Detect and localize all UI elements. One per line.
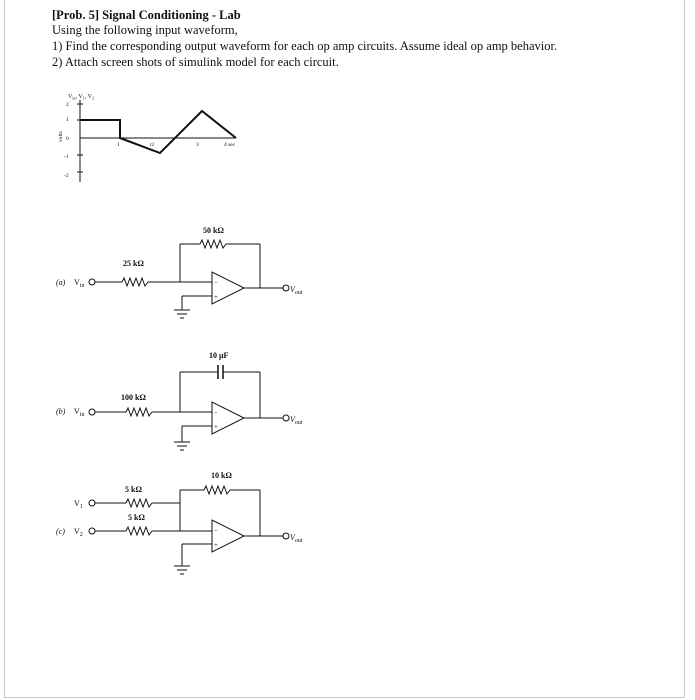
circuit-c-input2-terminal bbox=[89, 528, 95, 534]
ytick-1: 1 bbox=[66, 117, 69, 123]
circuit-b-label: (b) bbox=[56, 407, 66, 416]
circuit-c-r2 bbox=[126, 527, 152, 535]
circuit-b bbox=[89, 365, 289, 450]
circuit-b-vout: $V_{out}$ bbox=[290, 415, 303, 426]
circuit-c-vout: $V_{out}$ bbox=[290, 533, 303, 544]
circuit-c-output-terminal bbox=[283, 533, 289, 539]
circuit-a-minus: − bbox=[214, 279, 218, 287]
circuit-c-plus: + bbox=[214, 541, 218, 549]
xtick-4: 4 sec bbox=[224, 142, 236, 148]
circuit-a bbox=[89, 240, 289, 318]
circuit-c bbox=[89, 486, 289, 574]
ytick-neg1: -1 bbox=[64, 154, 69, 160]
circuit-a-vout: $V_{out}$ bbox=[290, 285, 303, 296]
circuit-a-vin: $V_{in}$ bbox=[74, 278, 85, 289]
circuit-c-minus: − bbox=[214, 527, 218, 535]
circuit-a-output-terminal bbox=[283, 285, 289, 291]
circuit-a-rf-label: 50 kΩ bbox=[203, 226, 224, 235]
ytick-neg2: -2 bbox=[64, 173, 69, 179]
circuit-a-input-terminal bbox=[89, 279, 95, 285]
circuit-c-v1: $V_1$ bbox=[74, 499, 83, 510]
xtick-2: t2 bbox=[150, 142, 155, 148]
circuit-a-label: (a) bbox=[56, 278, 66, 287]
circuit-b-vin: $V_{in}$ bbox=[74, 407, 85, 418]
circuit-c-r1-label: 5 kΩ bbox=[125, 485, 142, 494]
circuit-c-label: (c) bbox=[56, 527, 65, 536]
task-2-text: 2) Attach screen shots of simulink model for each circuit. bbox=[52, 55, 339, 69]
circuit-c-input1-terminal bbox=[89, 500, 95, 506]
circuit-c-r1 bbox=[126, 499, 152, 507]
circuit-b-minus: − bbox=[214, 409, 218, 417]
circuit-b-input-terminal bbox=[89, 409, 95, 415]
waveform-legend: $V_{in}$, $V_1$, $V_2$ bbox=[68, 94, 94, 101]
problem-title: [Prob. 5] Signal Conditioning - Lab bbox=[52, 8, 241, 22]
xtick-1: 1 bbox=[117, 142, 120, 148]
circuit-c-rf bbox=[204, 486, 230, 494]
circuit-a-plus: + bbox=[214, 293, 218, 301]
waveform-trace bbox=[80, 111, 236, 153]
input-waveform-plot bbox=[58, 94, 236, 179]
circuit-b-input-resistor bbox=[126, 408, 152, 416]
task-1-text: 1) Find the corresponding output waveform for each op amp circuits. Assume ideal op amp behavior. bbox=[52, 39, 558, 53]
waveform-ylabel: volts bbox=[58, 131, 64, 142]
circuit-a-input-resistor bbox=[122, 278, 148, 286]
waveform-axes bbox=[77, 100, 236, 182]
circuit-a-feedback-resistor bbox=[200, 240, 226, 248]
circuit-b-output-terminal bbox=[283, 415, 289, 421]
xtick-3: 3 bbox=[196, 142, 199, 148]
circuit-c-r2-label: 5 kΩ bbox=[128, 513, 145, 522]
circuit-a-rin-label: 25 kΩ bbox=[123, 259, 144, 268]
ytick-2: 2 bbox=[66, 102, 69, 108]
intro-text: Using the following input waveform, bbox=[52, 23, 238, 37]
ytick-0: 0 bbox=[66, 136, 69, 142]
circuit-c-rf-label: 10 kΩ bbox=[211, 471, 232, 480]
circuit-c-v2: $V_2$ bbox=[74, 527, 83, 538]
circuit-b-plus: + bbox=[214, 423, 218, 431]
circuit-b-rin-label: 100 kΩ bbox=[121, 393, 146, 402]
circuit-b-cf-label: 10 μF bbox=[209, 351, 229, 360]
